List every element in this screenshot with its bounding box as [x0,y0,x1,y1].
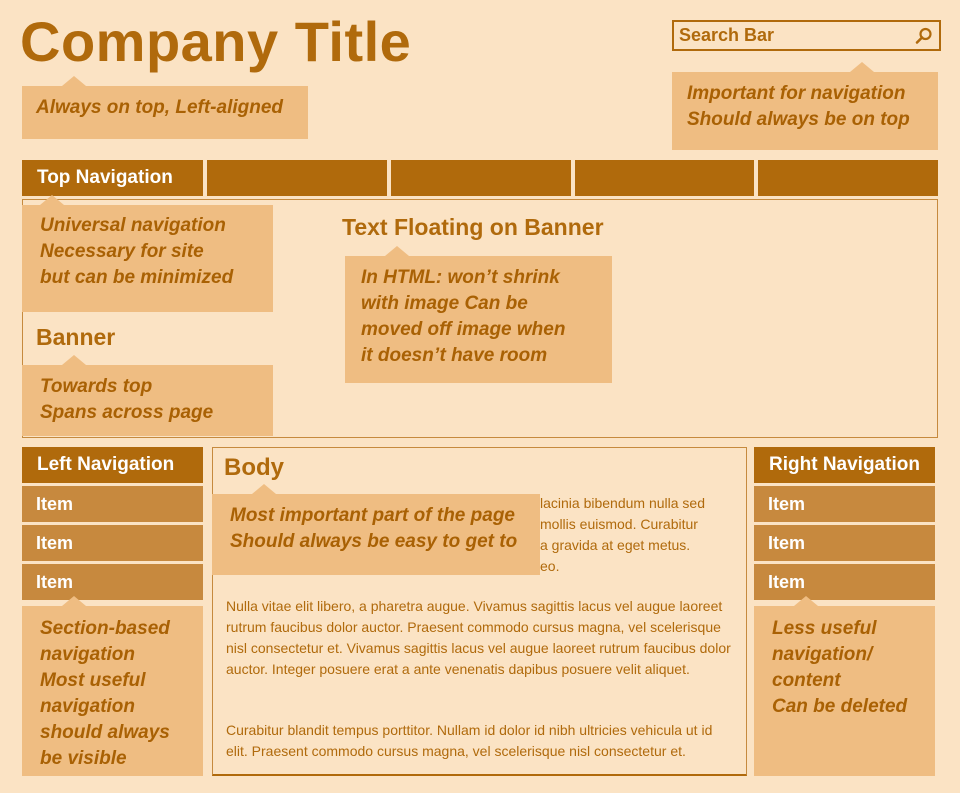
search-bar[interactable] [672,20,941,51]
left-nav-note-line2: navigation [40,644,136,665]
search-note-line1: Important for navigation [687,83,906,104]
banner-note-line1: Towards top [40,376,153,397]
body-paragraph-3: Curabitur blandit tempus porttitor. Nullam id dolor id nibh ultricies vehicula ut id elit. Praesent commodo cursus magna, vel scelerisque nisl consectetur et. [226,722,713,759]
body-paragraph-2: Nulla vitae elit libero, a pharetra augue. Vivamus sagittis lacus vel augue laoreet rutrum faucibus dolor auctor. Praesent commodo cursus magna, vel scelerisque nisl consectetur et. Vivamus sagittis lacus vel augue laoreet rutrum faucibus dolor auctor. Integer posuere erat a ante venenatis dapibus posuere velit aliquet. [226,598,731,677]
top-nav-item-5[interactable] [758,160,938,196]
body-heading: Body [224,454,284,481]
floating-note-line2: with image Can be [361,293,528,314]
left-nav-heading: Left Navigation [22,447,203,483]
p1-line2: mollis euismod. Curabitur [540,516,698,532]
title-note [22,86,308,139]
right-nav-note-line1: Less useful [772,618,877,639]
top-nav-note [22,205,273,312]
title-note-text: Always on top, Left-aligned [36,97,284,118]
right-nav-item-3[interactable]: Item [754,564,935,600]
top-nav-note-line1: Universal navigation [40,215,226,236]
left-nav-item-1[interactable]: Item [22,486,203,522]
search-label: Search Bar [679,25,775,45]
right-nav-note-line3: content [772,670,841,691]
left-nav-item-2[interactable]: Item [22,525,203,561]
left-nav-note-line3: Most useful [40,670,146,691]
search-icon[interactable] [915,27,933,45]
right-navigation [754,447,935,600]
body-note-line2: Should always be easy to get to [230,531,518,552]
left-nav-note-line4: navigation [40,696,136,717]
search-note-line2: Should always be on top [687,109,910,130]
floating-note-line1: In HTML: won’t shrink [361,267,560,288]
top-nav-item-2[interactable] [207,160,387,196]
floating-note-line4: it doesn’t have room [361,345,548,366]
banner-floating-title: Text Floating on Banner [342,214,604,240]
banner-floating-note [345,256,612,383]
right-nav-note-line4: Can be deleted [772,696,908,717]
body-paragraph-1 [540,493,740,577]
left-navigation [22,447,203,600]
p1-line3: a gravida at eget metus. [540,537,691,553]
right-nav-note-line2: navigation/ [772,644,873,665]
banner-label: Banner [36,324,116,350]
banner-note [22,365,273,436]
top-nav-item-1[interactable]: Top Navigation [22,160,203,196]
left-nav-note-line5: should always [40,722,170,743]
company-title: Company Title [20,10,412,73]
left-nav-note-line6: be visible [40,748,127,769]
search-note [672,72,938,150]
left-nav-note [22,606,203,776]
body-note-line1: Most important part of the page [230,505,515,526]
top-nav-note-line3: but can be minimized [40,267,234,288]
left-nav-item-3[interactable]: Item [22,564,203,600]
right-nav-note [754,606,935,776]
body-note [212,494,540,575]
right-nav-heading: Right Navigation [754,447,935,483]
right-nav-item-1[interactable]: Item [754,486,935,522]
floating-note-line3: moved off image when [361,319,566,340]
p1-line1: lacinia bibendum nulla sed [540,495,705,511]
p1-line4: eo. [540,558,560,574]
top-nav-note-line2: Necessary for site [40,241,204,262]
left-nav-note-line1: Section-based [40,618,170,639]
top-nav-item-4[interactable] [575,160,755,196]
right-nav-item-2[interactable]: Item [754,525,935,561]
top-navigation-bar [22,160,938,196]
top-nav-item-3[interactable] [391,160,571,196]
banner-note-line2: Spans across page [40,402,214,423]
